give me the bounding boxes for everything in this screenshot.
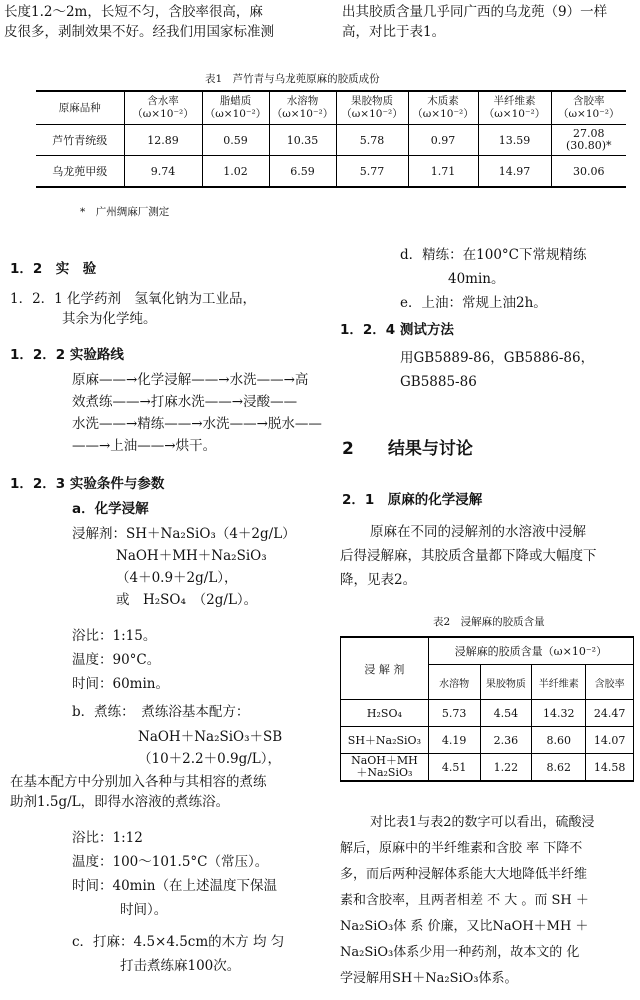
a-conditions: 浴比：1:15。 温度：90°C。 时间：60min。 (72, 628, 169, 692)
top-left-text: 长度1.2～2m，长短不匀，含胶率很高，麻 皮很多，剥制效果不好。经我们用国家标准测 (4, 4, 274, 40)
table-row (341, 727, 634, 754)
table1-header: 果胶物质 （ω×10⁻²） (336, 91, 408, 125)
table2-cell: 8.60 (532, 727, 586, 754)
table1-footnote: * 广州绸麻厂测定 (80, 206, 170, 218)
table-row (341, 700, 634, 727)
table1 (36, 90, 626, 188)
section-2-heading: 2 结果与讨论 (342, 439, 473, 459)
table1-header: 含水率 （ω×10⁻²） (124, 91, 202, 125)
b-conditions: 浴比：1:12 温度：100～101.5°C（常压）。 时间：40min（在上述温度下保温 时间）。 (72, 830, 277, 918)
section-2-1-body: 原麻在不同的浸解剂的水溶液中浸解 后得浸解麻，其胶质含量都下降或大幅度下 降，见表2。 (340, 524, 597, 588)
table2-cell: 5.73 (428, 700, 480, 727)
table2-cell: 14.32 (532, 700, 586, 727)
table2-cell: 2.36 (480, 727, 532, 754)
section-1-2-1: 1．2．1 化学药剂 氢氧化钠为工业品， 其余为化学纯。 (10, 291, 257, 327)
table1-header: 木质素 （ω×10⁻²） (408, 91, 478, 125)
table1-cell: 0.97 (408, 125, 478, 156)
a-recipe: 浸解剂：SH＋Na₂SiO₃（4＋2g/L） NaOH＋MH＋Na₂SiO₃ （4＋0.9＋2g/L）， 或 H₂SO₄ （2g/L）。 (72, 526, 296, 608)
table-row (341, 754, 634, 782)
table-row (36, 156, 626, 188)
table1-header: 脂蜡质 （ω×10⁻²） (202, 91, 269, 125)
table2-cell: 4.51 (428, 754, 480, 782)
table2-cell: 24.47 (586, 700, 634, 727)
table1-header: 水溶物 （ω×10⁻²） (269, 91, 336, 125)
table1-cell: 10.35 (269, 125, 336, 156)
e-text: e．上油：常规上油2h。 (400, 295, 547, 311)
table1-cell: 5.77 (336, 156, 408, 188)
section-1-2-heading: 1．2 实 验 (10, 261, 97, 277)
b-title: b．煮练： 煮练浴基本配方： (72, 704, 250, 720)
section-2-1-heading: 2．1 原麻的化学浸解 (342, 492, 483, 508)
table1-cell: 乌龙蔸甲级 (36, 156, 124, 188)
section-1-2-4-body: 用GB5889-86，GB5886-86， GB5885-86 (400, 350, 595, 390)
route-flow: 原麻——→化学浸解——→水洗——→高 效煮练——→打麻水洗——→浸酸—— 水洗——→精练——→水洗——→脱水—— ——→上油——→烘干。 (72, 372, 322, 454)
section-1-2-2-heading: 1．2．2 实验路线 (10, 347, 124, 363)
table2-cell: 14.07 (586, 727, 634, 754)
table1-cell: 5.78 (336, 125, 408, 156)
table2 (340, 636, 634, 782)
table2-group-header-row (341, 637, 634, 665)
table-row (36, 125, 626, 156)
table2-caption: 表2 浸解麻的胶质含量 (433, 616, 545, 628)
table1-header: 半纤维素 （ω×10⁻²） (478, 91, 551, 125)
table2-cell: 14.58 (586, 754, 634, 782)
table1-cell: 13.59 (478, 125, 551, 156)
section-1-2-4-heading: 1．2．4 测试方法 (340, 322, 454, 338)
a-title: a．化学浸解 (72, 501, 149, 517)
table1-header-row (36, 91, 626, 125)
table2-col-header: 半纤维素 (532, 665, 586, 700)
table1-cell: 30.06 (551, 156, 626, 188)
table1-cell: 9.74 (124, 156, 202, 188)
table2-cell: 8.62 (532, 754, 586, 782)
d-text: d．精练：在100°C下常规精练 40min。 (400, 247, 587, 287)
table1-cell: 1.71 (408, 156, 478, 188)
table2-group-header: 浸解麻的胶质含量（ω×10⁻²） (428, 637, 633, 665)
table1-header: 含胶率 （ω×10⁻²） (551, 91, 626, 125)
table1-cell: 1.02 (202, 156, 269, 188)
table2-row-header: 浸 解 剂 (341, 637, 429, 700)
table2-agent: NaOH＋MH ＋Na₂SiO₃ (341, 754, 429, 782)
table1-caption: 表1 芦竹青与乌龙蔸原麻的胶质成份 (205, 73, 380, 85)
section-1-2-3-heading: 1．2．3 实验条件与参数 (10, 476, 165, 492)
table1-cell: 6.59 (269, 156, 336, 188)
table1-header: 原麻品种 (36, 91, 124, 125)
table2-cell: 1.22 (480, 754, 532, 782)
c-text: c．打麻：4.5×4.5cm的木方 均 匀 打击煮练麻100次。 (72, 934, 285, 974)
table2-col-header: 果胶物质 (480, 665, 532, 700)
table2-col-header: 含胶率 (586, 665, 634, 700)
table1-cell: 14.97 (478, 156, 551, 188)
table1-cell: 12.89 (124, 125, 202, 156)
b-formula: NaOH＋Na₂SiO₃＋SB （10＋2.2＋0.9g/L）， (138, 729, 283, 767)
top-right-text: 出其胶质含量几乎同广西的乌龙蔸（9）一样 高，对比于表1。 (342, 4, 608, 40)
table2-agent: H₂SO₄ (341, 700, 429, 727)
table1-cell: 0.59 (202, 125, 269, 156)
table1-cell: 27.08 (30.80)* (551, 125, 626, 156)
table1-cell: 芦竹青统级 (36, 125, 124, 156)
b-note: 在基本配方中分别加入各种与其相容的煮练 助剂1.5g/L，即得水溶液的煮练浴。 (10, 774, 267, 810)
table2-agent: SH＋Na₂SiO₃ (341, 727, 429, 754)
table2-cell: 4.54 (480, 700, 532, 727)
discussion-body: 对比表1与表2的数字可以看出，硫酸浸 解后，原麻中的半纤维素和含胶 率 下降不 多，而后两种浸解体系能大大地降低半纤维 素和含胶率，且两者相差 不 大 。而 SH ＋ Na₂SiO₃体 系 价廉，又比NaOH＋MH ＋ Na₂SiO₃体系少用一种药剂，故本文的 化 学浸解用SH＋Na₂SiO₃体系。 (340, 815, 595, 986)
table2-cell: 4.19 (428, 727, 480, 754)
table2-col-header: 水溶物 (428, 665, 480, 700)
